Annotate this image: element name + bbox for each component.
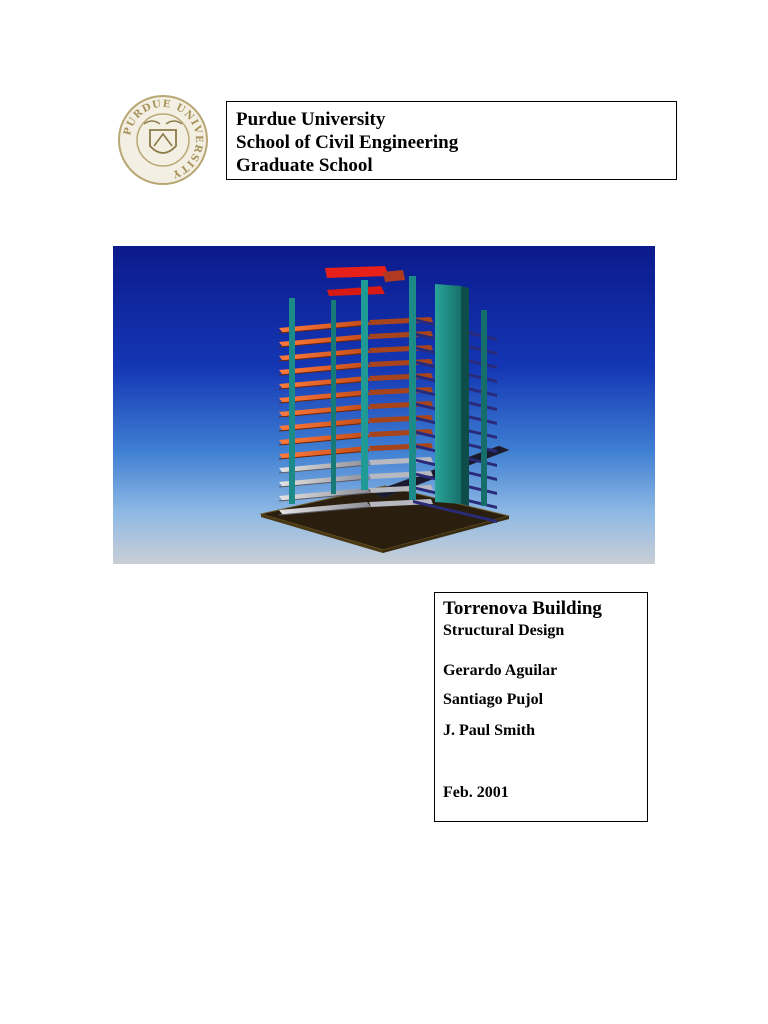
author-name: Santiago Pujol xyxy=(443,691,544,708)
header-university: Purdue University xyxy=(236,109,386,130)
svg-text:PURDUE UNIVERSITY: PURDUE UNIVERSITY xyxy=(122,98,205,180)
header-school: School of Civil Engineering xyxy=(236,132,459,153)
header-graduate-school: Graduate School xyxy=(236,155,373,176)
university-seal-icon xyxy=(116,94,210,186)
document-subtitle: Structural Design xyxy=(443,622,565,639)
title-block xyxy=(434,592,648,822)
building-structure-3d-render xyxy=(113,246,655,564)
header-box xyxy=(226,101,677,180)
document-date: Feb. 2001 xyxy=(443,784,509,801)
document-title: Torrenova Building xyxy=(443,598,602,619)
author-name: Gerardo Aguilar xyxy=(443,662,558,679)
author-name: J. Paul Smith xyxy=(443,722,536,739)
